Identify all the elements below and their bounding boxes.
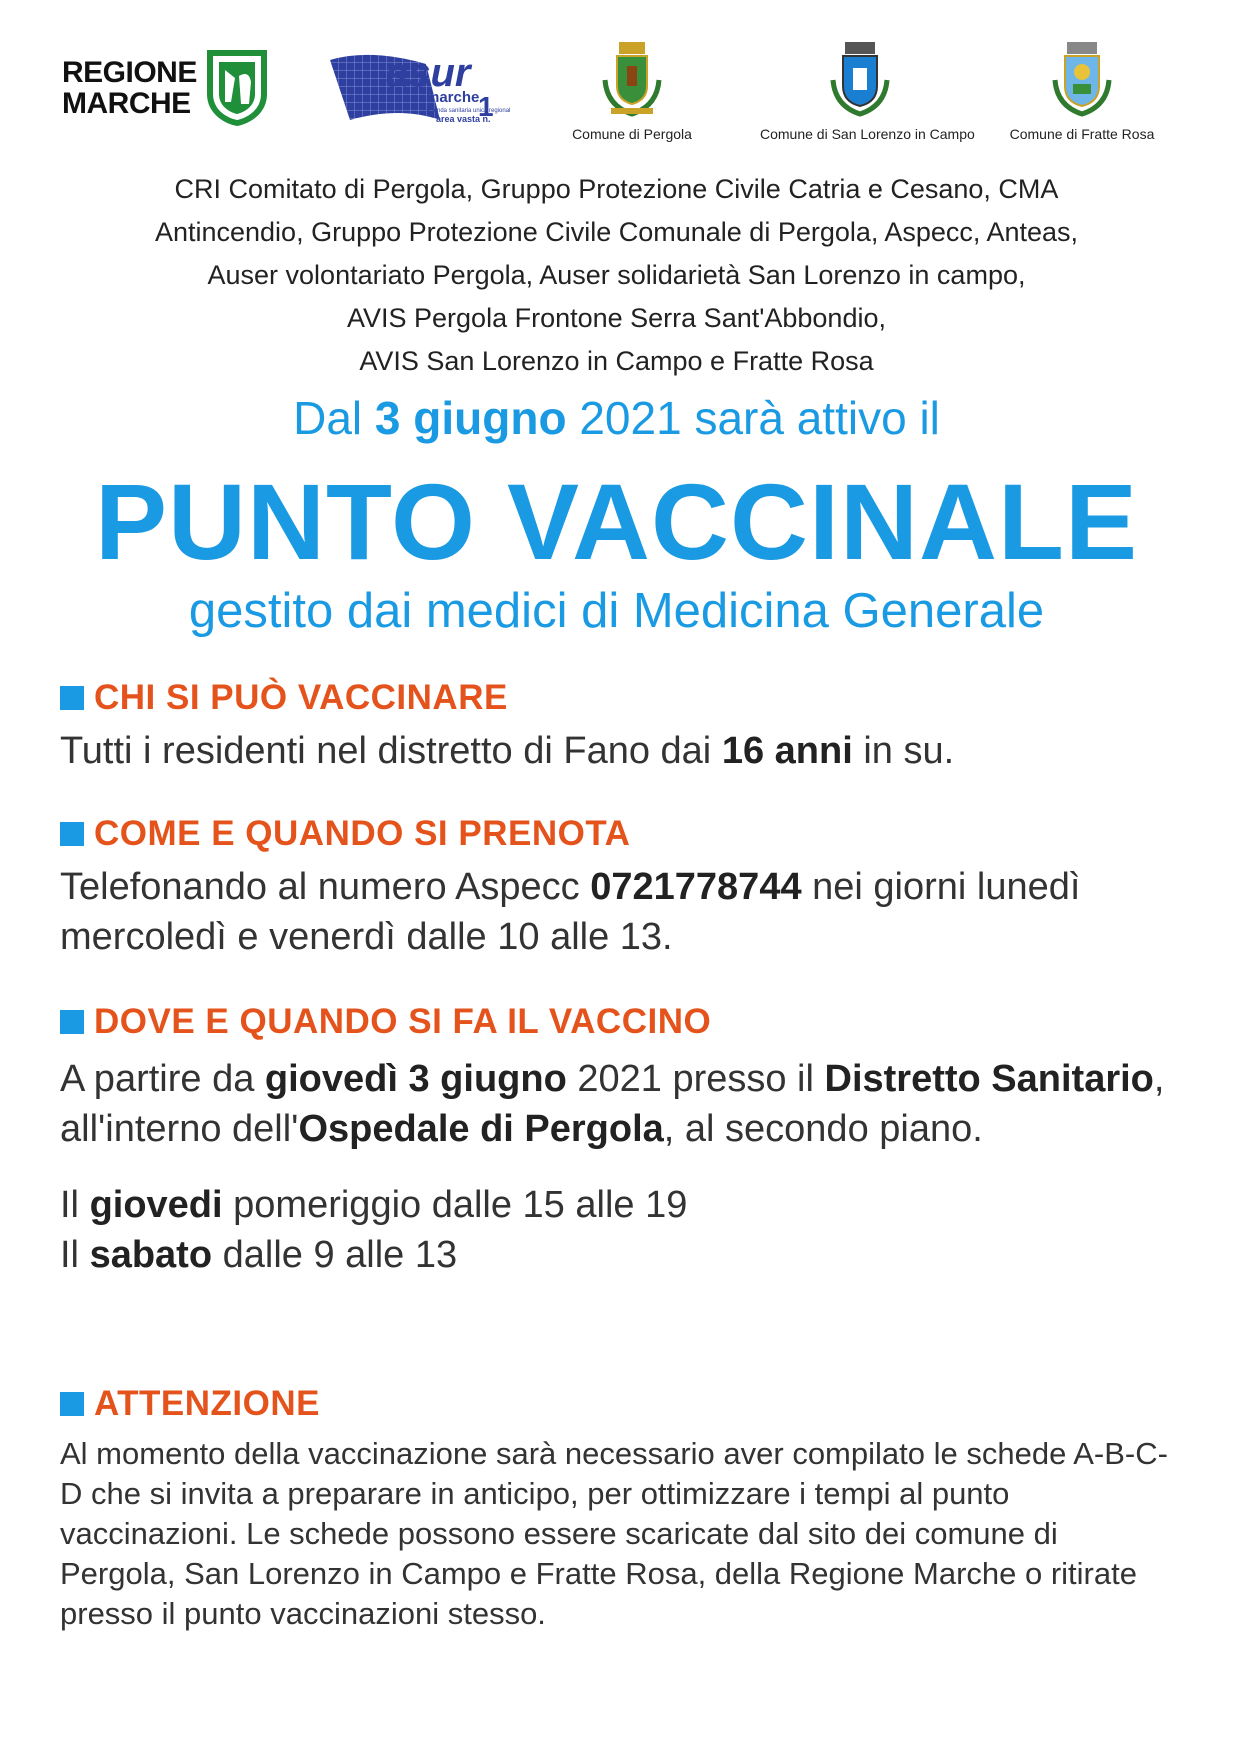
schedule-thursday: Il giovedi pomeriggio dalle 15 alle 19 (60, 1184, 688, 1226)
section-come (60, 812, 1180, 962)
section-title: CHI SI PUÒ VACCINARE (94, 678, 508, 717)
asur-number: 1 (478, 91, 494, 122)
asur-logo (330, 46, 510, 136)
asur-sub1: azienda sanitaria unica regionale (426, 108, 510, 114)
section-title: ATTENZIONE (94, 1384, 321, 1423)
section-text: A partire da giovedì 3 giugno 2021 presso il Distretto Sanitario, all'interno dell'Ospedale di Pergola, al secondo piano. (60, 1058, 1165, 1150)
section-header (60, 1382, 1180, 1426)
bullet-square-icon (60, 822, 84, 846)
comune-pergola (532, 40, 732, 142)
san-lorenzo-coat-of-arms-icon (825, 40, 895, 120)
start-date-line: Dal 3 giugno 2021 sarà attivo il (293, 392, 940, 444)
comune-fratte-rosa (982, 40, 1182, 142)
organization-line: Antincendio, Gruppo Protezione Civile Comunale di Pergola, Aspecc, Anteas, (154, 217, 1079, 247)
pergola-coat-of-arms-icon (597, 40, 667, 120)
organizations-list (60, 168, 1173, 383)
regione-marche-logo (62, 48, 269, 128)
bullet-square-icon (60, 1010, 84, 1034)
organization-line: AVIS Pergola Frontone Serra Sant'Abbondio, (347, 303, 886, 333)
organization-line: Auser volontariato Pergola, Auser solidarietà San Lorenzo in campo, (207, 260, 1026, 290)
subtitle: gestito dai medici di Medicina Generale (188, 584, 1045, 638)
section-attenzione (60, 1382, 1180, 1634)
asur-sub2: area vasta n. (436, 114, 491, 124)
section-header (60, 1000, 1180, 1044)
schedule-saturday: Il sabato dalle 9 alle 13 (60, 1234, 458, 1276)
section-text: Tutti i residenti nel distretto di Fano dai 16 anni in su. (60, 730, 955, 772)
start-date: 3 giugno (374, 392, 567, 444)
section-chi (60, 676, 1180, 776)
comune-label: Comune di Fratte Rosa (1009, 126, 1155, 142)
main-title: PUNTO VACCINALE (94, 461, 1139, 582)
fratte-rosa-coat-of-arms-icon (1047, 40, 1117, 120)
section-header (60, 676, 1180, 720)
bullet-square-icon (60, 1392, 84, 1416)
regione-marche-emblem-icon (205, 48, 269, 128)
comune-label: Comune di Pergola (572, 126, 692, 142)
section-dove (60, 1000, 1180, 1280)
comune-san-lorenzo (760, 40, 975, 142)
regione-marche-text: REGIONE MARCHE (62, 56, 197, 120)
section-header (60, 812, 1180, 856)
section-text: Telefonando al numero Aspecc 0721778744 nei giorni lunedì mercoledì e venerdì dalle 10 alle 13. (60, 866, 1081, 958)
asur-emblem-icon (330, 46, 510, 136)
organization-line: CRI Comitato di Pergola, Gruppo Protezione Civile Catria e Cesano, CMA (174, 174, 1059, 204)
section-text: Al momento della vaccinazione sarà necessario aver compilato le schede A-B-C-D che si invita a preparare in anticipo, per ottimizzare i tempi al punto vaccinazioni. Le schede possono essere scaricate dal sito dei comune di Pergola, San Lorenzo in Campo e Fratte Rosa, della Regione Marche o ritirate presso il punto vaccinazioni stesso. (60, 1436, 1168, 1631)
section-title: DOVE E QUANDO SI FA IL VACCINO (94, 1002, 712, 1041)
bullet-square-icon (60, 686, 84, 710)
section-title: COME E QUANDO SI PRENOTA (94, 814, 631, 853)
organization-line: AVIS San Lorenzo in Campo e Fratte Rosa (359, 346, 874, 376)
header (0, 40, 1233, 160)
asur-marche: marche (426, 89, 480, 106)
asur-wordmark: asur (386, 51, 471, 95)
comune-label: Comune di San Lorenzo in Campo (760, 126, 975, 142)
